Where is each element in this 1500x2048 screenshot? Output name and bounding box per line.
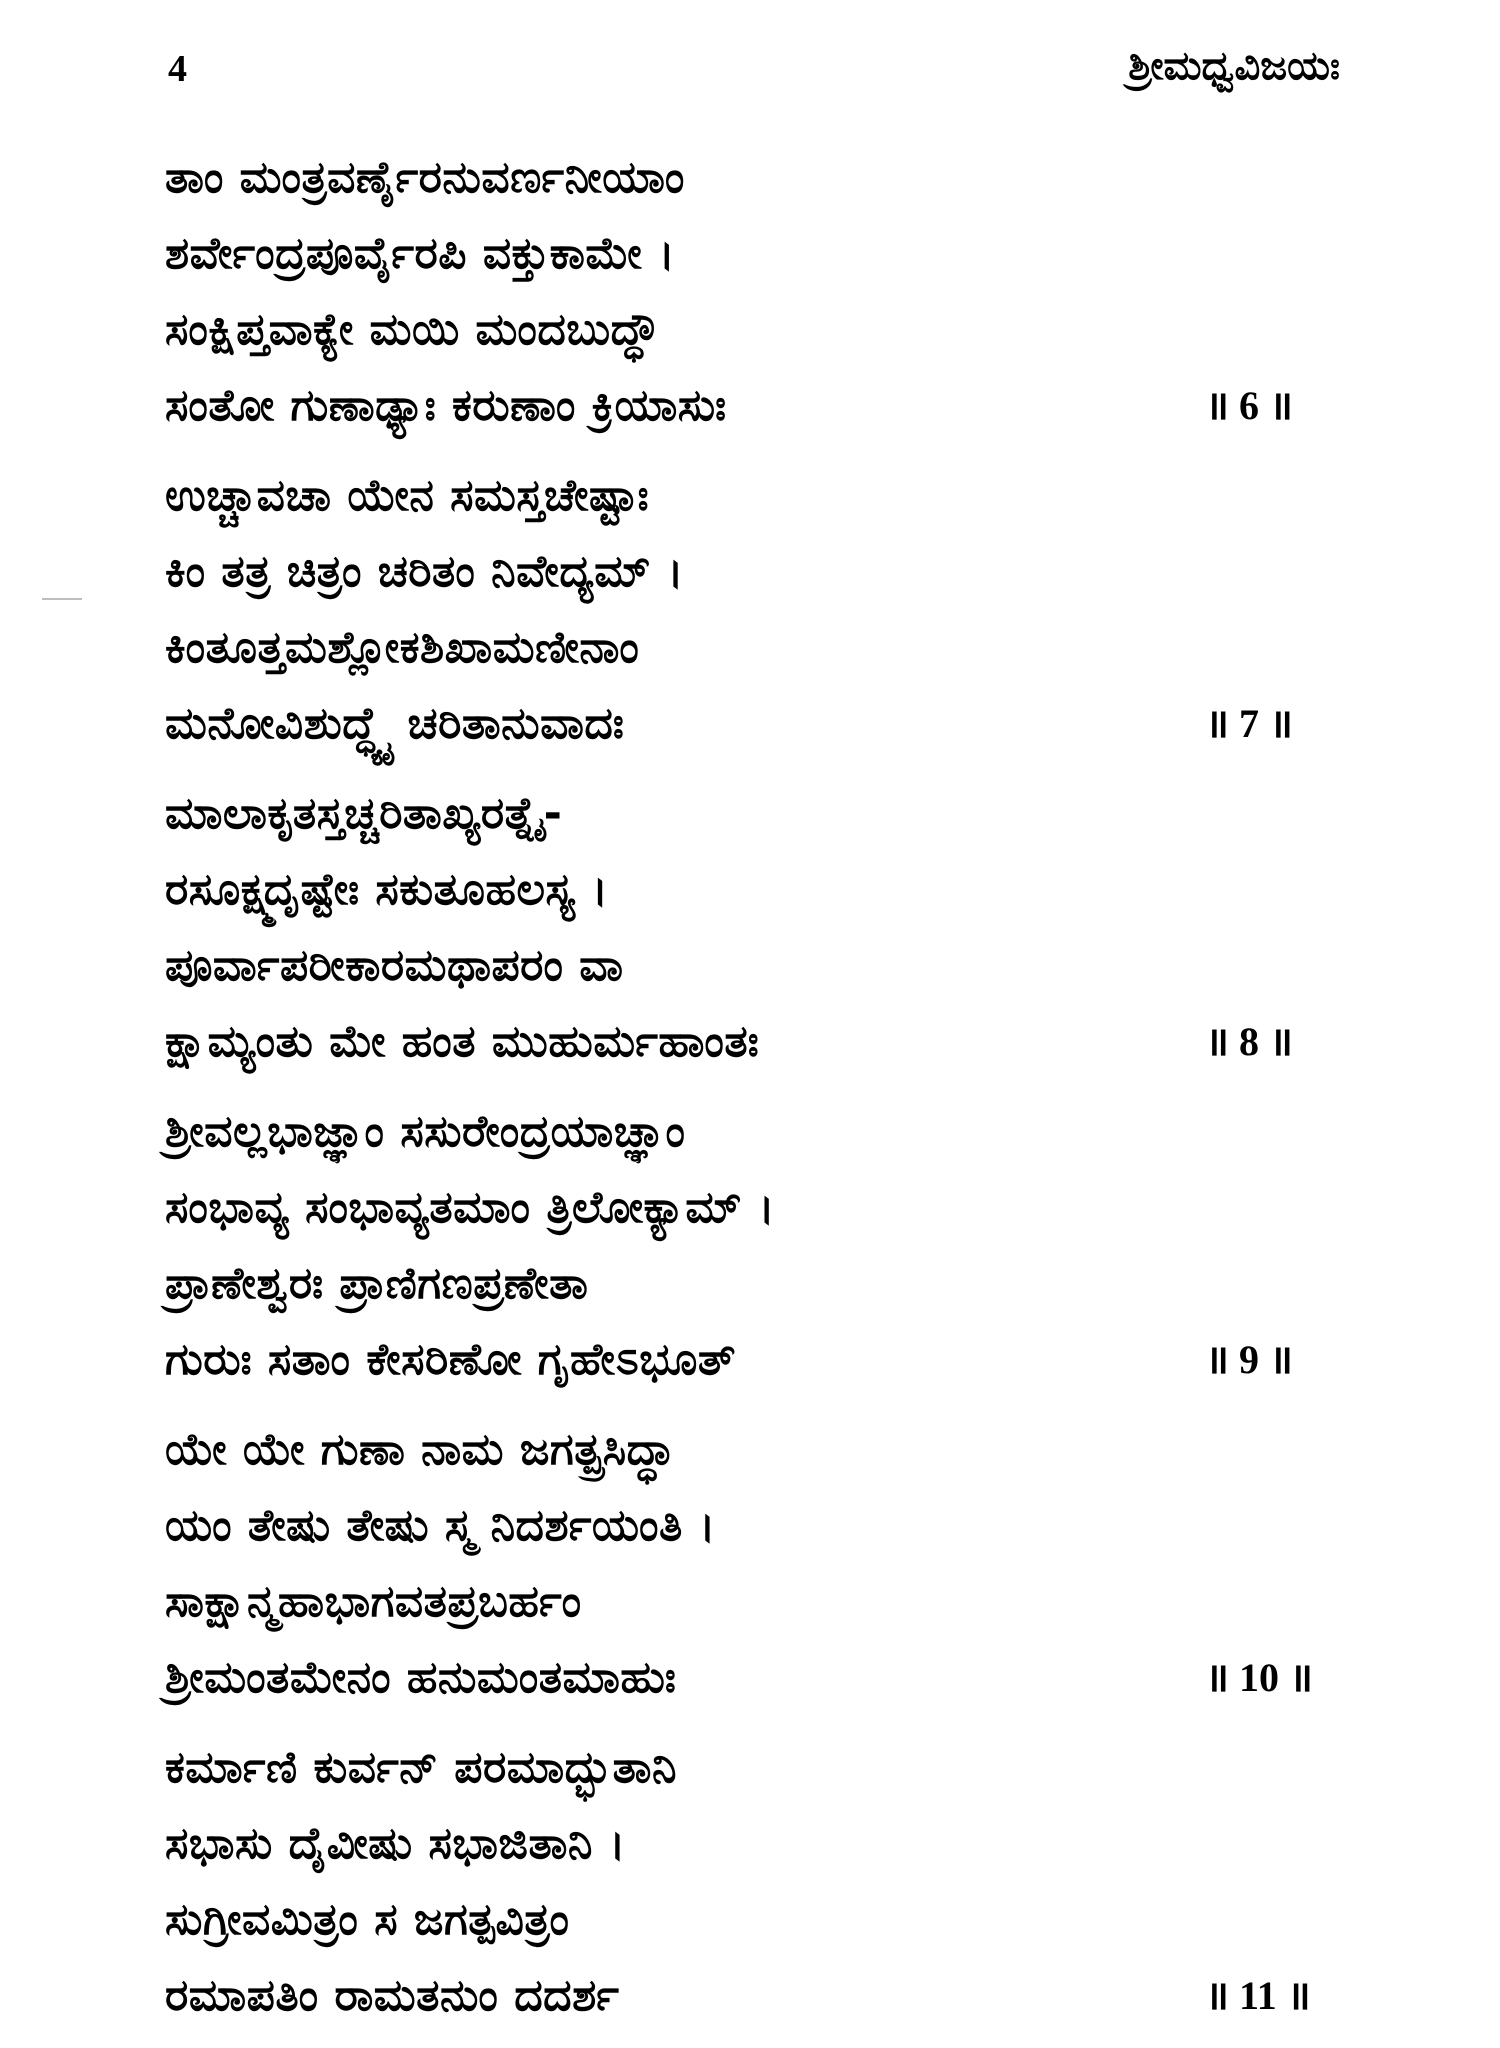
verse-line: ಶ್ರೀಮಂತಮೇನಂ ಹನುಮಂತಮಾಹುಃ	[165, 1652, 677, 1703]
verse-line: ತಾಂ ಮಂತ್ರವರ್ಣೈರನುವರ್ಣನೀಯಾಂ	[165, 152, 685, 203]
verse-8	[165, 776, 1365, 1080]
verse-number: ॥ 6 ॥	[1205, 383, 1293, 428]
verse-line: ರಸೂಕ್ಷ್ಮದೃಷ್ಟೇಃ ಸಕುತೂಹಲಸ್ಯ ।	[165, 864, 609, 915]
verse-line: ಸಂಭಾವ್ಯ ಸಂಭಾವ್ಯತಮಾಂ ತ್ರಿಲೋಕ್ಯಾಮ್ ।	[165, 1182, 776, 1233]
verse-11	[165, 1730, 1365, 2034]
verse-number: ॥ 11 ॥	[1205, 1973, 1311, 2018]
verse-line: ಯಂ ತೇಷು ತೇಷು ಸ್ಮ ನಿದರ್ಶಯಂತಿ ।	[165, 1500, 716, 1551]
running-title: ಶ್ರೀಮಧ್ವವಿಜಯಃ	[1128, 43, 1340, 89]
verse-number: ॥ 9 ॥	[1205, 1337, 1293, 1382]
verse-line: ಶರ್ವೇಂದ್ರಪೂರ್ವೈರಪಿ ವಕ್ತುಕಾಮೇ ।	[165, 228, 676, 279]
verse-7	[165, 458, 1365, 762]
verse-line: ಸಂಕ್ಷಿಪ್ತವಾಕ್ಯೇ ಮಯಿ ಮಂದಬುದ್ಧೌ	[165, 304, 660, 355]
verse-10	[165, 1412, 1365, 1716]
verse-line: ಉಚ್ಚಾವಚಾ ಯೇನ ಸಮಸ್ತಚೇಷ್ಟಾಃ	[165, 470, 650, 521]
verse-line: ಪ್ರಾಣೇಶ್ವರಃ ಪ್ರಾಣಿಗಣಪ್ರಣೇತಾ	[165, 1258, 589, 1309]
verse-line: ಕಿಂ ತತ್ರ ಚಿತ್ರಂ ಚರಿತಂ ನಿವೇದ್ಯಮ್ ।	[165, 546, 684, 597]
verse-line: ಯೇ ಯೇ ಗುಣಾ ನಾಮ ಜಗತ್ಪ್ರಸಿದ್ಧಾ	[165, 1424, 675, 1475]
verse-line: ಕರ್ಮಾಣಿ ಕುರ್ವನ್ ಪರಮಾದ್ಭುತಾನಿ	[165, 1742, 677, 1793]
verse-line: ಸಂತೋ ಗುಣಾಢ್ಯಾಃ ಕರುಣಾಂ ಕ್ರಿಯಾಸುಃ	[165, 380, 727, 431]
verse-line: ಕಿಂತೂತ್ತಮಶ್ಲೋಕಶಿಖಾಮಣೀನಾಂ	[165, 622, 640, 673]
verse-number: ॥ 10 ॥	[1205, 1655, 1313, 1700]
verse-line: ಶ್ರೀವಲ್ಲಭಾಜ್ಞಾಂ ಸಸುರೇಂದ್ರಯಾಚ್ಞಾಂ	[165, 1106, 686, 1157]
verse-9	[165, 1094, 1365, 1398]
verse-line: ಮಾಲಾಕೃತಸ್ತಚ್ಚರಿತಾಖ್ಯರತ್ನೈ-	[165, 788, 563, 839]
verse-6	[165, 140, 1365, 444]
verse-line: ಸುಗ್ರೀವಮಿತ್ರಂ ಸ ಜಗತ್ಪವಿತ್ರಂ	[165, 1894, 570, 1945]
verse-number: ॥ 8 ॥	[1205, 1019, 1293, 1064]
verse-line: ಮನೋವಿಶುದ್ಧ್ಯೈ ಚರಿತಾನುವಾದಃ	[165, 698, 625, 749]
verse-container	[165, 140, 1365, 2048]
stray-mark	[42, 598, 82, 600]
verse-line: ಗುರುಃ ಸತಾಂ ಕೇಸರಿಣೋ ಗೃಹೇಽಭೂತ್	[165, 1334, 736, 1385]
verse-line: ಸಭಾಸು ದೈವೀಷು ಸಭಾಜಿತಾನಿ ।	[165, 1818, 626, 1869]
verse-line: ಕ್ಷಾಮ್ಯಂತು ಮೇ ಹಂತ ಮುಹುರ್ಮಹಾಂತಃ	[165, 1016, 760, 1067]
page-header	[0, 0, 1500, 140]
verse-line: ಪೂರ್ವಾಪರೀಕಾರಮಥಾಪರಂ ವಾ	[165, 940, 624, 991]
page-number: 4	[168, 48, 187, 90]
verse-line: ರಮಾಪತಿಂ ರಾಮತನುಂ ದದರ್ಶ	[165, 1970, 620, 2021]
verse-number: ॥ 7 ॥	[1205, 701, 1293, 746]
verse-line: ಸಾಕ್ಷಾನ್ಮಹಾಭಾಗವತಪ್ರಬರ್ಹಂ	[165, 1576, 582, 1627]
